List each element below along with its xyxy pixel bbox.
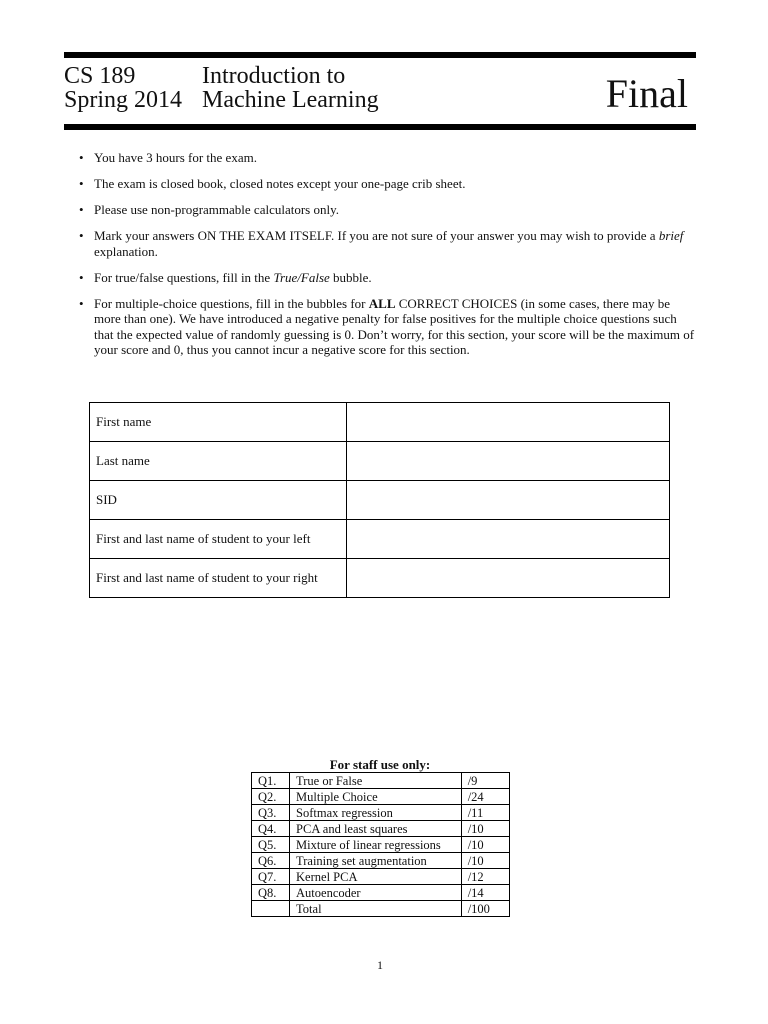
instruction-text-bold: ALL <box>368 295 396 311</box>
question-points: /14 <box>461 885 509 901</box>
question-points: /100 <box>461 901 509 917</box>
question-number: Q1. <box>252 773 290 789</box>
staff-row <box>252 885 510 901</box>
question-points: /11 <box>461 805 509 821</box>
header-top-rule <box>64 52 696 58</box>
question-name: Total <box>290 901 462 917</box>
id-row <box>90 442 670 481</box>
question-points: /12 <box>461 869 509 885</box>
staff-row <box>252 837 510 853</box>
instruction-text-post: bubble. <box>329 269 372 285</box>
instruction-text-pre: Mark your answers ON THE EXAM ITSELF. If you are not sure of your answer you may wish to provide a <box>94 228 659 243</box>
staff-row <box>252 805 510 821</box>
instruction-text-mid: CORRECT CHOICES (in some cases, there may be more than one). We have introduced a negative penalty for false positives for the multiple choice questions such that the expected value of randomly guessing is 0. Don’t worry, for this section, your score will be the maximum of your score and 0, thus you cannot incur a negative score for this section. <box>94 295 695 357</box>
course-code: CS 189 <box>64 63 136 89</box>
question-number: Q7. <box>252 869 290 885</box>
instruction-item <box>76 228 696 259</box>
course-term: Spring 2014 <box>64 87 183 113</box>
question-number: Q4. <box>252 821 290 837</box>
instruction-text-pre: For multiple-choice questions, fill in the bubbles for <box>94 295 369 311</box>
question-name: Softmax regression <box>290 805 462 821</box>
instruction-item <box>76 202 696 218</box>
staff-row <box>252 821 510 837</box>
instruction-item <box>76 296 696 358</box>
id-field-entry[interactable] <box>347 520 670 559</box>
staff-row <box>252 773 510 789</box>
question-name: PCA and least squares <box>290 821 462 837</box>
instruction-item <box>76 176 696 192</box>
id-field-label: SID <box>90 481 347 520</box>
instruction-text-pre: The exam is closed book, closed notes except your one-page crib sheet. <box>94 176 466 191</box>
id-row <box>90 559 670 598</box>
instruction-text-em: True/False <box>273 269 330 285</box>
question-number: Q3. <box>252 805 290 821</box>
question-points: /10 <box>461 837 509 853</box>
staff-row <box>252 789 510 805</box>
staff-row <box>252 869 510 885</box>
staff-score-table <box>251 772 510 917</box>
exam-header <box>64 62 696 124</box>
staff-table-title: For staff use only: <box>329 757 431 772</box>
header-bottom-rule <box>64 124 696 130</box>
id-field-entry[interactable] <box>347 403 670 442</box>
id-row <box>90 403 670 442</box>
id-field-entry[interactable] <box>347 442 670 481</box>
question-number: Q8. <box>252 885 290 901</box>
course-title-line2: Machine Learning <box>202 87 379 113</box>
exam-name: Final <box>605 71 688 116</box>
course-title-line1: Introduction to <box>202 63 346 89</box>
question-name: Autoencoder <box>290 885 462 901</box>
instruction-item <box>76 150 696 166</box>
question-number <box>252 901 290 917</box>
course-block <box>64 64 182 112</box>
instruction-text-pre: For true/false questions, fill in the <box>94 269 274 285</box>
question-number: Q6. <box>252 853 290 869</box>
instruction-text-pre: Please use non-programmable calculators only. <box>94 202 339 217</box>
question-name: Kernel PCA <box>290 869 462 885</box>
instruction-text-post: explanation. <box>94 243 158 259</box>
id-row <box>90 520 670 559</box>
id-field-entry[interactable] <box>347 481 670 520</box>
course-title-block <box>202 64 379 112</box>
question-points: /9 <box>461 773 509 789</box>
id-field-label: First and last name of student to your left <box>90 520 347 559</box>
id-field-entry[interactable] <box>347 559 670 598</box>
instructions-list <box>76 150 696 368</box>
page-number: 1 <box>377 958 383 972</box>
id-field-label: First and last name of student to your right <box>90 559 347 598</box>
instruction-item <box>76 270 696 286</box>
staff-row <box>252 853 510 869</box>
question-name: True or False <box>290 773 462 789</box>
id-row <box>90 481 670 520</box>
question-points: /10 <box>461 821 509 837</box>
instruction-text-em: brief <box>658 228 684 243</box>
question-points: /24 <box>461 789 509 805</box>
student-id-table <box>89 402 670 598</box>
id-field-label: First name <box>90 403 347 442</box>
question-points: /10 <box>461 853 509 869</box>
question-name: Mixture of linear regressions <box>290 837 462 853</box>
staff-row <box>252 901 510 917</box>
id-field-label: Last name <box>90 442 347 481</box>
question-number: Q2. <box>252 789 290 805</box>
question-number: Q5. <box>252 837 290 853</box>
instruction-text-pre: You have 3 hours for the exam. <box>94 150 257 165</box>
question-name: Multiple Choice <box>290 789 462 805</box>
question-name: Training set augmentation <box>290 853 462 869</box>
